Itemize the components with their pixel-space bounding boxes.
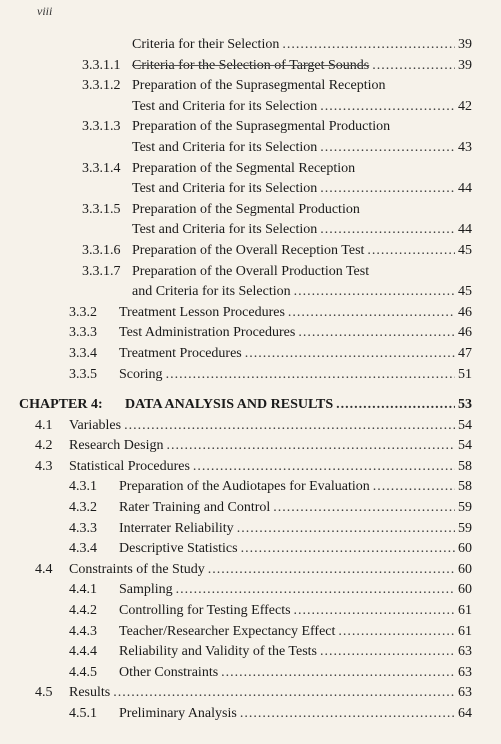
toc-entry-number: 3.3.1.1 (82, 57, 121, 73)
toc-entry (0, 179, 501, 200)
toc-entry-page: 58 (458, 458, 472, 474)
toc-entry (0, 436, 501, 457)
toc-entry-page: 45 (458, 284, 472, 300)
dot-leader (113, 683, 455, 704)
toc-entry-title: Preparation of the Segmental Production (132, 201, 360, 217)
toc-entry-number: 3.3.1.2 (82, 78, 121, 94)
toc-entry-number: 4.3.4 (69, 541, 97, 557)
toc-entry (0, 76, 501, 97)
toc-entry (0, 56, 501, 77)
toc-entry-title: Constraints of the Study (69, 561, 205, 577)
dot-leader (166, 365, 455, 386)
toc-entry-title: Criteria for their Selection (132, 37, 280, 52)
toc-entry (0, 416, 501, 437)
toc-entry (0, 457, 501, 478)
toc-entry (0, 601, 501, 622)
toc-entry-number: 3.3.4 (69, 345, 97, 361)
dot-leader (298, 323, 455, 344)
toc-entry (0, 35, 501, 56)
toc-entry-number: 3.3.1.6 (82, 242, 121, 258)
toc-entry (0, 642, 501, 663)
toc-entry-number: 4.3.2 (69, 500, 97, 516)
chapter-heading (0, 395, 501, 416)
toc-entry (0, 704, 501, 725)
toc-entry-number: 4.3.3 (69, 520, 97, 536)
toc-entry-page: 61 (458, 603, 472, 619)
toc-entry-number: 4.4 (35, 561, 53, 577)
toc-entry-number: 4.4.4 (69, 644, 97, 660)
toc-entry-title: Other Constraints (119, 664, 219, 680)
toc-entry (0, 539, 501, 560)
toc-entry-page: 42 (458, 98, 472, 114)
page-number-label: viii (37, 4, 53, 18)
dot-leader (273, 498, 455, 519)
toc-entry-title: Preparation of the Overall Reception Test (132, 242, 365, 258)
dot-leader (320, 138, 455, 159)
toc-entry-title: Sampling (119, 582, 173, 598)
dot-leader (373, 477, 455, 498)
toc-entry-title: Test Administration Procedures (119, 325, 296, 341)
toc-entry-number: 3.3.1.3 (82, 119, 121, 135)
toc-entry-page: 59 (458, 500, 472, 516)
toc-entry-number: 4.4.1 (69, 582, 97, 598)
dot-leader (294, 601, 455, 622)
toc-entry-number: 4.3 (35, 458, 53, 474)
dot-leader (176, 580, 455, 601)
toc-entry-page: 54 (458, 438, 472, 454)
toc-entry-number: 4.1 (35, 417, 53, 433)
dot-leader (208, 560, 455, 581)
toc-entry-number: 4.3.1 (69, 479, 97, 495)
toc-entry-title: Results (69, 685, 111, 701)
toc-entry (0, 622, 501, 643)
toc-entry-title: Preparation of the Suprasegmental Production (132, 119, 391, 135)
toc-entry-page: 43 (458, 139, 472, 155)
toc-entry-number: 4.4.3 (69, 623, 97, 639)
toc-entry-number: 4.5 (35, 685, 53, 701)
toc-entry-title: Preliminary Analysis (119, 706, 237, 721)
toc-entry-title: Reliability and Validity of the Tests (119, 644, 317, 660)
dot-leader (124, 416, 455, 437)
toc-entry-page: 58 (458, 479, 472, 495)
toc-entry-page: 64 (458, 706, 472, 721)
toc-entry-page: 39 (458, 37, 472, 52)
dot-leader (294, 282, 455, 303)
toc-entry-page: 54 (458, 417, 472, 433)
toc-entry-title: Scoring (119, 366, 163, 382)
toc-entry-title: Test and Criteria for its Selection (132, 222, 318, 238)
toc-entry-page: 59 (458, 520, 472, 536)
toc-entry-page: 39 (458, 57, 472, 73)
toc-entry-number: 3.3.2 (69, 304, 97, 320)
toc-entry-title: Descriptive Statistics (119, 541, 238, 557)
toc-entry (0, 365, 501, 386)
dot-leader (193, 457, 455, 478)
toc-entry-title: Test and Criteria for its Selection (132, 181, 318, 197)
toc-entry (0, 220, 501, 241)
toc-entry (0, 683, 501, 704)
toc-entry-title: Teacher/Researcher Expectancy Effect (119, 623, 336, 639)
toc-entry-number: 3.3.5 (69, 366, 97, 382)
dot-leader (320, 220, 455, 241)
dot-leader (241, 539, 455, 560)
toc-entry-page: 63 (458, 644, 472, 660)
toc-entry-page: 60 (458, 541, 472, 557)
toc-entry-page: 63 (458, 664, 472, 680)
toc-entry (0, 117, 501, 138)
dot-leader (237, 519, 455, 540)
toc-entry-number: 4.2 (35, 438, 53, 454)
toc-entry-title: Interrater Reliability (119, 520, 234, 536)
toc-entry-page: 45 (458, 242, 472, 258)
toc-entry-number: 4.5.1 (69, 706, 97, 721)
toc-entry-page: 44 (458, 222, 472, 238)
toc-entry-number: 4.4.5 (69, 664, 97, 680)
toc-entry (0, 262, 501, 283)
toc-entry (0, 138, 501, 159)
toc-entry-page: 53 (458, 397, 472, 413)
toc-entry-title: Variables (69, 417, 122, 433)
toc-entry-title: Criteria for the Selection of Target Sounds (132, 57, 370, 73)
toc-entry-number: 3.3.3 (69, 325, 97, 341)
toc-entry-title: Test and Criteria for its Selection (132, 139, 318, 155)
toc-entry (0, 560, 501, 581)
toc-entry-page: 44 (458, 181, 472, 197)
toc-entry-title: Preparation of the Audiotapes for Evaluation (119, 479, 370, 495)
toc-entry-number: 4.4.2 (69, 603, 97, 619)
toc-entry-page: 61 (458, 623, 472, 639)
toc-entry-title: Rater Training and Control (119, 500, 271, 516)
toc-entry (0, 519, 501, 540)
toc-entry (0, 663, 501, 684)
toc-entry (0, 200, 501, 221)
toc-entry-number: 3.3.1.5 (82, 201, 121, 217)
table-of-contents (0, 35, 501, 725)
toc-entry-page: 47 (458, 345, 472, 361)
toc-entry (0, 498, 501, 519)
toc-entry (0, 477, 501, 498)
toc-entry-title: Preparation of the Segmental Reception (132, 160, 356, 176)
dot-leader (245, 344, 455, 365)
toc-entry-page: 46 (458, 325, 472, 341)
toc-entry (0, 303, 501, 324)
dot-leader (282, 35, 455, 56)
toc-entry-page: 60 (458, 561, 472, 577)
toc-entry (0, 241, 501, 262)
dot-leader (240, 704, 455, 725)
toc-entry-title: Preparation of the Suprasegmental Reception (132, 78, 386, 94)
toc-entry-title: Test and Criteria for its Selection (132, 98, 318, 114)
toc-entry (0, 344, 501, 365)
toc-entry-title: Preparation of the Overall Production Test (132, 263, 370, 279)
toc-entry (0, 580, 501, 601)
toc-entry-page: 63 (458, 685, 472, 701)
toc-entry (0, 323, 501, 344)
toc-entry-title: Treatment Procedures (119, 345, 242, 361)
dot-leader (336, 395, 455, 416)
toc-entry-title: Treatment Lesson Procedures (119, 304, 285, 320)
dot-leader (372, 56, 455, 77)
toc-entry-title: Controlling for Testing Effects (119, 603, 291, 619)
toc-entry-title: DATA ANALYSIS AND RESULTS (125, 397, 334, 413)
dot-leader (320, 97, 455, 118)
toc-entry (0, 282, 501, 303)
dot-leader (367, 241, 455, 262)
dot-leader (166, 436, 455, 457)
dot-leader (338, 622, 455, 643)
toc-entry-title: and Criteria for its Selection (132, 284, 291, 300)
toc-entry-title: Research Design (69, 438, 164, 454)
toc-entry-number: CHAPTER 4: (19, 397, 103, 413)
toc-entry-title: Statistical Procedures (69, 458, 190, 474)
toc-entry-page: 51 (458, 366, 472, 382)
dot-leader (288, 303, 455, 324)
toc-entry (0, 159, 501, 180)
toc-entry (0, 97, 501, 118)
toc-entry-number: 3.3.1.4 (82, 160, 121, 176)
dot-leader (320, 642, 455, 663)
dot-leader (320, 179, 455, 200)
dot-leader (221, 663, 455, 684)
toc-entry-page: 60 (458, 582, 472, 598)
toc-entry-page: 46 (458, 304, 472, 320)
toc-entry-number: 3.3.1.7 (82, 263, 121, 279)
